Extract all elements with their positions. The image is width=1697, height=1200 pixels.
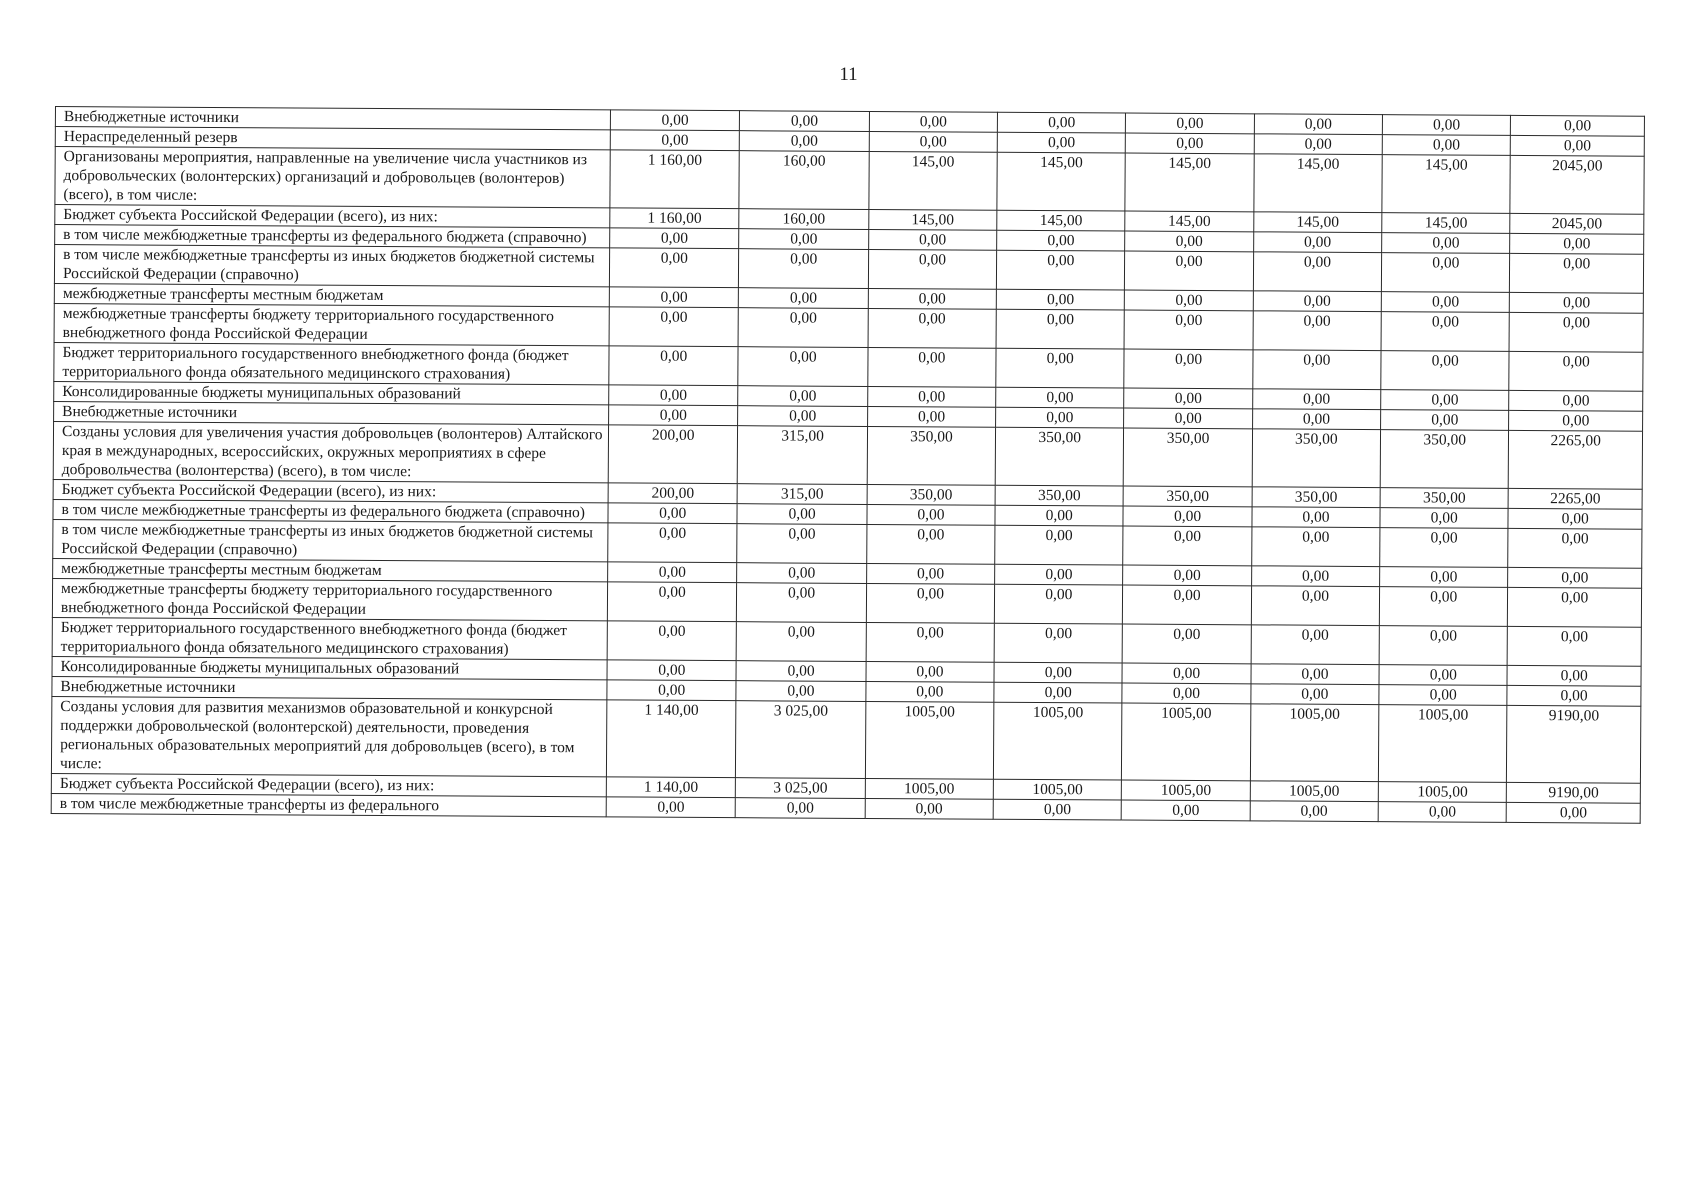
value-cell: 350,00 xyxy=(1124,428,1253,487)
value-cell: 160,00 xyxy=(739,151,869,210)
value-cell: 350,00 xyxy=(995,427,1124,486)
row-label: в том числе межбюджетные трансферты из федерального бюджета (справочно) xyxy=(55,225,610,248)
value-cell: 0,00 xyxy=(609,346,739,386)
value-cell: 0,00 xyxy=(1508,587,1642,627)
value-cell: 0,00 xyxy=(1123,565,1251,586)
value-cell: 0,00 xyxy=(996,309,1125,349)
value-cell: 0,00 xyxy=(737,563,866,584)
value-cell: 1 160,00 xyxy=(610,150,740,209)
value-cell: 0,00 xyxy=(994,623,1123,663)
value-cell: 0,00 xyxy=(1123,506,1251,527)
value-cell: 0,00 xyxy=(866,622,995,662)
value-cell: 0,00 xyxy=(610,228,739,249)
row-label: в том числе межбюджетные трансферты из федерального бюджета (справочно) xyxy=(53,499,608,522)
row-label: Бюджет субъекта Российской Федерации (всего), из них: xyxy=(53,479,608,502)
value-cell: 0,00 xyxy=(738,406,867,427)
value-cell: 0,00 xyxy=(1507,665,1641,686)
row-label: Нераспределенный резерв xyxy=(55,127,610,150)
value-cell: 0,00 xyxy=(1125,231,1253,252)
value-cell: 1005,00 xyxy=(1250,704,1379,782)
row-label: Организованы мероприятия, направленные на увеличение числа участников из добровольческих (волонтерских) организаций и добровольцев (волонтеров) (всего), в том числе: xyxy=(55,147,610,208)
value-cell: 0,00 xyxy=(867,386,995,407)
value-cell: 0,00 xyxy=(739,288,868,309)
value-cell: 0,00 xyxy=(1253,291,1381,312)
value-cell: 0,00 xyxy=(867,504,995,525)
value-cell: 0,00 xyxy=(1508,508,1642,529)
value-cell: 0,00 xyxy=(1124,349,1253,389)
value-cell: 0,00 xyxy=(1509,410,1643,431)
value-cell: 0,00 xyxy=(609,307,739,347)
value-cell: 0,00 xyxy=(1508,528,1642,568)
row-label: межбюджетные трансферты бюджету территориального государственного внебюджетного фонда Российской Федерации xyxy=(52,578,607,620)
value-cell: 9190,00 xyxy=(1507,782,1641,803)
value-cell: 0,00 xyxy=(1251,625,1380,665)
value-cell: 200,00 xyxy=(608,483,737,504)
value-cell: 0,00 xyxy=(1251,566,1379,587)
value-cell: 0,00 xyxy=(608,523,738,563)
value-cell: 1005,00 xyxy=(993,779,1121,800)
value-cell: 0,00 xyxy=(868,229,996,250)
value-cell: 0,00 xyxy=(609,287,738,308)
value-cell: 0,00 xyxy=(1251,684,1379,705)
value-cell: 0,00 xyxy=(1123,526,1252,566)
value-cell: 145,00 xyxy=(1254,154,1383,213)
value-cell: 0,00 xyxy=(996,289,1124,310)
value-cell: 0,00 xyxy=(740,111,869,132)
value-cell: 0,00 xyxy=(1382,135,1510,156)
value-cell: 0,00 xyxy=(996,348,1125,388)
value-cell: 0,00 xyxy=(1251,527,1380,567)
value-cell: 0,00 xyxy=(736,681,865,702)
value-cell: 0,00 xyxy=(997,132,1125,153)
value-cell: 0,00 xyxy=(737,524,867,564)
value-cell: 350,00 xyxy=(995,485,1123,506)
value-cell: 0,00 xyxy=(737,583,867,623)
value-cell: 0,00 xyxy=(1254,134,1382,155)
value-cell: 2045,00 xyxy=(1510,213,1644,234)
value-cell: 0,00 xyxy=(740,131,869,152)
row-label: Бюджет территориального государственного внебюджетного фонда (бюджет территориального фонда обязательного медицинского страхования) xyxy=(54,342,609,384)
table-row xyxy=(53,421,1642,489)
value-cell: 0,00 xyxy=(1379,665,1507,686)
value-cell: 0,00 xyxy=(1510,253,1644,293)
value-cell: 0,00 xyxy=(736,661,865,682)
row-label: Созданы условия для увеличения участия добровольцев (волонтеров) Алтайского края в международных, всероссийских, окружных мероприятиях в сфере добровольчества (волонтерства) (всего), в том числе: xyxy=(53,421,608,482)
row-label: Бюджет субъекта Российской Федерации (всего), из них: xyxy=(55,205,610,228)
value-cell: 0,00 xyxy=(868,249,997,289)
value-cell: 1005,00 xyxy=(865,701,994,779)
value-cell: 0,00 xyxy=(1381,351,1510,391)
row-label: в том числе межбюджетные трансферты из федерального xyxy=(51,793,606,816)
value-cell: 0,00 xyxy=(995,564,1123,585)
value-cell: 3 025,00 xyxy=(736,778,865,799)
value-cell: 0,00 xyxy=(1252,409,1380,430)
value-cell: 0,00 xyxy=(607,660,736,681)
value-cell: 0,00 xyxy=(1251,586,1380,626)
value-cell: 350,00 xyxy=(1380,430,1509,489)
row-label: межбюджетные трансферты местным бюджетам xyxy=(53,558,608,581)
row-label: Консолидированные бюджеты муниципальных образований xyxy=(52,656,607,679)
value-cell: 0,00 xyxy=(1382,115,1510,136)
value-cell: 1005,00 xyxy=(1122,703,1251,781)
value-cell: 0,00 xyxy=(994,682,1122,703)
value-cell: 0,00 xyxy=(607,680,736,701)
value-cell: 0,00 xyxy=(736,798,865,819)
value-cell: 0,00 xyxy=(997,112,1125,133)
value-cell: 0,00 xyxy=(609,248,739,288)
value-cell: 0,00 xyxy=(1122,663,1250,684)
value-cell: 145,00 xyxy=(997,210,1125,231)
value-cell: 0,00 xyxy=(1123,585,1252,625)
value-cell: 0,00 xyxy=(739,249,869,289)
value-cell: 0,00 xyxy=(865,798,993,819)
value-cell: 145,00 xyxy=(869,209,997,230)
value-cell: 0,00 xyxy=(1124,408,1252,429)
value-cell: 0,00 xyxy=(996,407,1124,428)
value-cell: 0,00 xyxy=(995,525,1124,565)
value-cell: 1005,00 xyxy=(993,702,1122,780)
value-cell: 145,00 xyxy=(1125,153,1254,212)
value-cell: 1 140,00 xyxy=(606,700,736,778)
value-cell: 0,00 xyxy=(867,406,995,427)
value-cell: 0,00 xyxy=(1380,528,1509,568)
budget-table xyxy=(51,106,1645,824)
value-cell: 350,00 xyxy=(1252,429,1381,488)
value-cell: 0,00 xyxy=(1124,388,1252,409)
value-cell: 0,00 xyxy=(606,797,735,818)
value-cell: 0,00 xyxy=(866,563,994,584)
value-cell: 1005,00 xyxy=(1378,782,1506,803)
value-cell: 145,00 xyxy=(997,152,1126,211)
value-cell: 350,00 xyxy=(867,484,995,505)
value-cell: 200,00 xyxy=(608,425,738,484)
value-cell: 0,00 xyxy=(1511,135,1645,156)
value-cell: 0,00 xyxy=(869,131,997,152)
row-label: Бюджет субъекта Российской Федерации (всего), из них: xyxy=(51,773,606,796)
value-cell: 0,00 xyxy=(866,681,994,702)
value-cell: 0,00 xyxy=(1509,312,1643,352)
value-cell: 0,00 xyxy=(1508,626,1642,666)
row-label: межбюджетные трансферты бюджету территориального государственного внебюджетного фонда Российской Федерации xyxy=(54,303,609,345)
value-cell: 0,00 xyxy=(1379,685,1507,706)
value-cell: 0,00 xyxy=(738,386,867,407)
value-cell: 0,00 xyxy=(868,288,996,309)
value-cell: 0,00 xyxy=(1381,312,1510,352)
value-cell: 0,00 xyxy=(1382,233,1510,254)
value-cell: 0,00 xyxy=(1381,390,1509,411)
value-cell: 0,00 xyxy=(1124,310,1253,350)
value-cell: 0,00 xyxy=(610,110,739,131)
value-cell: 350,00 xyxy=(867,426,996,485)
value-cell: 0,00 xyxy=(1252,389,1380,410)
value-cell: 0,00 xyxy=(866,661,994,682)
value-cell: 0,00 xyxy=(996,250,1125,290)
value-cell: 1005,00 xyxy=(1250,781,1378,802)
value-cell: 0,00 xyxy=(993,799,1121,820)
value-cell: 0,00 xyxy=(869,111,997,132)
value-cell: 0,00 xyxy=(610,130,739,151)
value-cell: 0,00 xyxy=(1122,800,1250,821)
value-cell: 0,00 xyxy=(1379,587,1508,627)
value-cell: 0,00 xyxy=(609,385,738,406)
value-cell: 160,00 xyxy=(739,209,868,230)
value-cell: 0,00 xyxy=(994,584,1123,624)
value-cell: 2265,00 xyxy=(1508,488,1642,509)
value-cell: 2265,00 xyxy=(1509,430,1643,489)
table-row xyxy=(51,696,1640,783)
value-cell: 0,00 xyxy=(866,583,995,623)
value-cell: 0,00 xyxy=(608,503,737,524)
value-cell: 0,00 xyxy=(1510,233,1644,254)
value-cell: 0,00 xyxy=(868,347,997,387)
value-cell: 145,00 xyxy=(1254,212,1382,233)
value-cell: 350,00 xyxy=(1252,487,1380,508)
row-label: Бюджет территориального государственного внебюджетного фонда (бюджет территориального фонда обязательного медицинского страхования) xyxy=(52,617,607,659)
value-cell: 0,00 xyxy=(866,524,995,564)
value-cell: 0,00 xyxy=(1126,113,1254,134)
row-label: Внебюджетные источники xyxy=(54,401,609,424)
value-cell: 0,00 xyxy=(994,662,1122,683)
value-cell: 2045,00 xyxy=(1510,155,1644,214)
value-cell: 145,00 xyxy=(869,151,998,210)
value-cell: 145,00 xyxy=(1382,213,1510,234)
row-label: в том числе межбюджетные трансферты из иных бюджетов бюджетной системы Российской Федерации (справочно) xyxy=(53,519,608,561)
value-cell: 315,00 xyxy=(737,484,866,505)
row-label: в том числе межбюджетные трансферты из иных бюджетов бюджетной системы Российской Федерации (справочно) xyxy=(54,245,609,287)
value-cell: 0,00 xyxy=(1381,292,1509,313)
value-cell: 0,00 xyxy=(1125,251,1254,291)
value-cell: 0,00 xyxy=(1122,683,1250,704)
value-cell: 0,00 xyxy=(609,405,738,426)
value-cell: 0,00 xyxy=(1509,390,1643,411)
value-cell: 0,00 xyxy=(995,505,1123,526)
value-cell: 350,00 xyxy=(1123,486,1251,507)
value-cell: 0,00 xyxy=(738,347,868,387)
value-cell: 0,00 xyxy=(1510,292,1644,313)
value-cell: 0,00 xyxy=(1509,351,1643,391)
value-cell: 0,00 xyxy=(607,582,737,622)
row-label: Внебюджетные источники xyxy=(52,676,607,699)
value-cell: 0,00 xyxy=(1508,567,1642,588)
value-cell: 0,00 xyxy=(737,622,867,662)
row-label: межбюджетные трансферты местным бюджетам xyxy=(54,283,609,306)
value-cell: 0,00 xyxy=(1381,410,1509,431)
value-cell: 3 025,00 xyxy=(736,701,866,779)
value-cell: 0,00 xyxy=(1253,252,1382,292)
value-cell: 0,00 xyxy=(738,308,868,348)
value-cell: 0,00 xyxy=(1250,801,1378,822)
value-cell: 0,00 xyxy=(1507,685,1641,706)
value-cell: 0,00 xyxy=(737,504,866,525)
value-cell: 1005,00 xyxy=(1378,705,1507,783)
value-cell: 0,00 xyxy=(607,621,737,661)
value-cell: 0,00 xyxy=(1381,253,1510,293)
value-cell: 0,00 xyxy=(1253,350,1382,390)
value-cell: 1005,00 xyxy=(1122,780,1250,801)
value-cell: 9190,00 xyxy=(1507,705,1641,783)
value-cell: 0,00 xyxy=(1380,567,1508,588)
value-cell: 0,00 xyxy=(997,230,1125,251)
row-label: Созданы условия для развития механизмов образовательной и конкурсной поддержки добровольческой (волонтерской) деятельности, проведения региональных образовательных мероприятий для добровольцев (всего), в том числе: xyxy=(51,696,607,776)
row-label: Внебюджетные источники xyxy=(55,107,610,130)
value-cell: 0,00 xyxy=(1380,508,1508,529)
value-cell: 0,00 xyxy=(1251,664,1379,685)
value-cell: 145,00 xyxy=(1125,211,1253,232)
value-cell: 0,00 xyxy=(1253,232,1381,253)
value-cell: 0,00 xyxy=(739,229,868,250)
page-number: 11 xyxy=(839,64,858,85)
value-cell: 0,00 xyxy=(1379,626,1508,666)
value-cell: 0,00 xyxy=(1378,802,1506,823)
value-cell: 0,00 xyxy=(996,387,1124,408)
value-cell: 1005,00 xyxy=(865,778,993,799)
value-cell: 315,00 xyxy=(738,426,868,485)
value-cell: 0,00 xyxy=(1507,802,1641,823)
value-cell: 0,00 xyxy=(1254,114,1382,135)
row-label: Консолидированные бюджеты муниципальных образований xyxy=(54,381,609,404)
value-cell: 0,00 xyxy=(1125,290,1253,311)
value-cell: 145,00 xyxy=(1382,155,1511,214)
value-cell: 0,00 xyxy=(1252,507,1380,528)
value-cell: 0,00 xyxy=(868,308,997,348)
value-cell: 1 140,00 xyxy=(606,777,735,798)
value-cell: 350,00 xyxy=(1380,488,1508,509)
value-cell: 0,00 xyxy=(1511,115,1645,136)
value-cell: 1 160,00 xyxy=(610,208,739,229)
value-cell: 0,00 xyxy=(1123,624,1252,664)
value-cell: 0,00 xyxy=(1126,133,1254,154)
table-row xyxy=(55,147,1644,215)
value-cell: 0,00 xyxy=(1253,311,1382,351)
value-cell: 0,00 xyxy=(608,562,737,583)
